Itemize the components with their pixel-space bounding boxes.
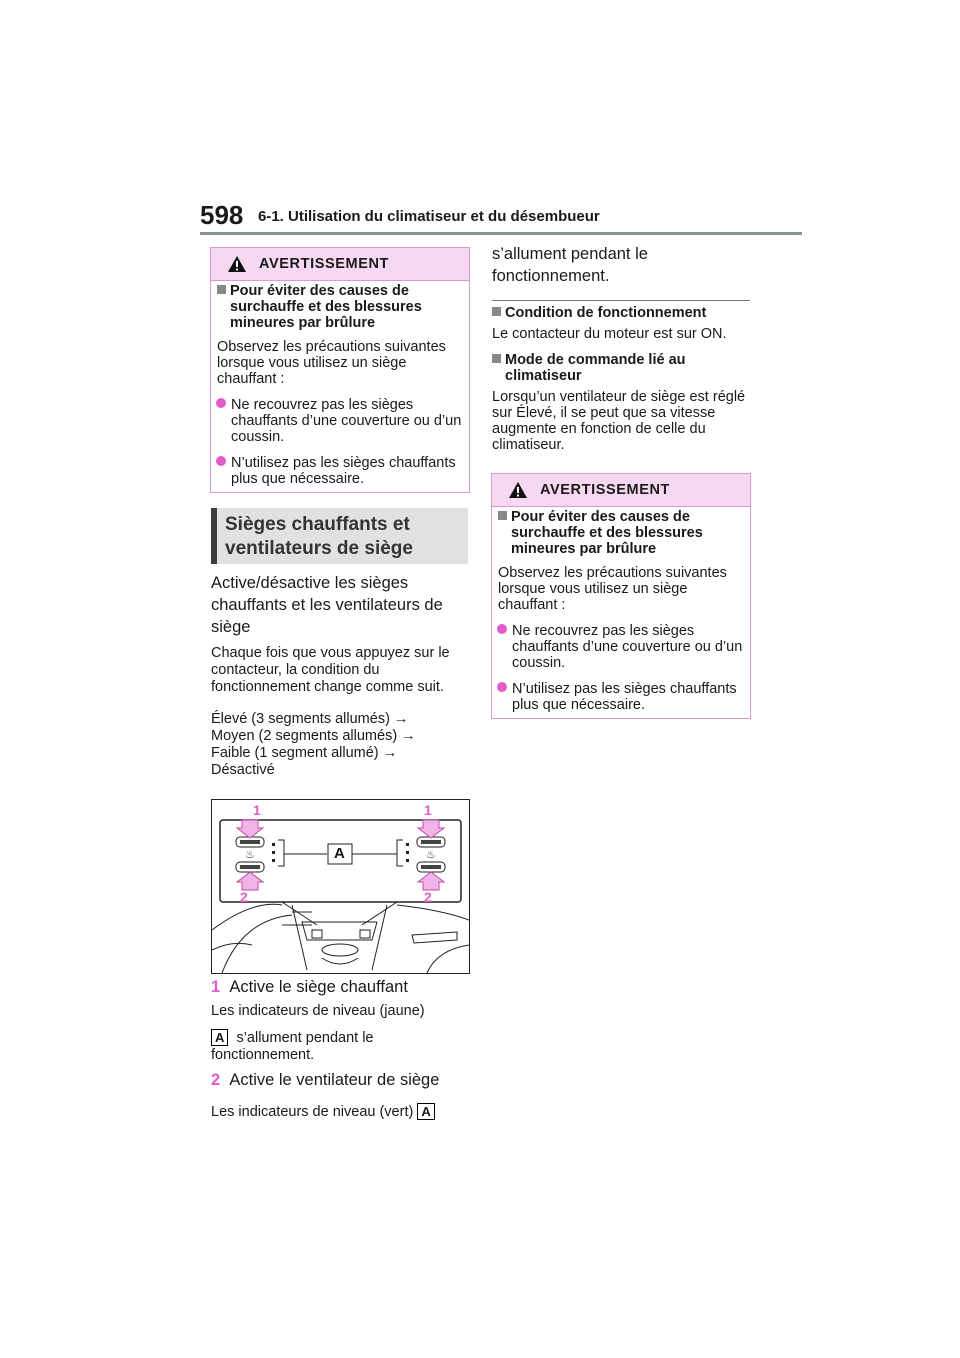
- header-rule: [200, 232, 802, 235]
- section-header: [211, 508, 468, 564]
- warning-box-left: [210, 247, 470, 493]
- condition-heading: Condition de fonctionnement: [492, 305, 750, 321]
- warning-header: [211, 248, 469, 281]
- callout-2-right: 2: [424, 889, 432, 905]
- item-2-desc-before: Les indicateurs de niveau (vert) A: [211, 1103, 481, 1121]
- warning-triangle-icon: [227, 255, 247, 273]
- warning-bullet: Ne recouvrez pas les sièges chauffants d’une couverture ou d’un coussin.: [217, 397, 463, 445]
- item-number: 1: [211, 978, 221, 996]
- warning-intro: Observez les précautions suivantes lorsque vous utilisez un siège chauffant :: [217, 339, 446, 387]
- item-number: 2: [211, 1071, 221, 1089]
- bullet-dot-icon: [497, 682, 507, 692]
- item-1-desc: A s’allument pendant le fonctionnement.: [211, 1030, 374, 1063]
- warning-heading: Pour éviter des causes de surchauffe et des blessures mineures par brûlure: [498, 509, 744, 557]
- mode-heading: Mode de commande lié au climatiseur: [492, 352, 763, 384]
- warning-title: AVERTISSEMENT: [540, 482, 670, 498]
- bullet-dot-icon: [497, 624, 507, 634]
- item-2-heading: [211, 1069, 467, 1091]
- section-title: Sièges chauffants et ventilateurs de siège: [225, 514, 413, 559]
- cycle-step: Faible (1 segment allumé) →: [211, 745, 398, 761]
- warning-triangle-icon: [508, 481, 528, 499]
- cycle-list: [211, 711, 467, 779]
- svg-text:♨: ♨: [245, 848, 255, 861]
- lead-text: Active/désactive les sièges chauffants et les ventilateurs de siège: [211, 574, 443, 636]
- console-drawing: [212, 800, 469, 973]
- square-bullet-icon: [492, 354, 501, 363]
- bullet-dot-icon: [216, 398, 226, 408]
- cycle-step: Désactivé: [211, 762, 275, 778]
- item-2-desc-continued: s’allument pendant le fonctionnement.: [492, 245, 648, 285]
- warning-header: [492, 474, 750, 507]
- bullet-dot-icon: [216, 456, 226, 466]
- page-number: 598: [200, 200, 244, 230]
- a-indicator-box: A: [211, 1029, 228, 1046]
- warning-bullet: N’utilisez pas les sièges chauffants plus que nécessaire.: [498, 681, 744, 713]
- warning-intro: Observez les précautions suivantes lorsque vous utilisez un siège chauffant :: [498, 565, 727, 613]
- warning-box-right: [491, 473, 751, 719]
- item-1-heading: [211, 976, 467, 998]
- condition-text: Le contacteur du moteur est sur ON.: [492, 326, 727, 342]
- running-title: 6-1. Utilisation du climatiseur et du désembueur: [258, 208, 600, 225]
- callout-1-right: 1: [424, 802, 432, 818]
- warning-title: AVERTISSEMENT: [259, 256, 389, 272]
- square-bullet-icon: [217, 285, 226, 294]
- a-indicator-box: A: [417, 1103, 434, 1120]
- dashboard-illustration: [211, 799, 470, 974]
- description-paragraph: Chaque fois que vous appuyez sur le contacteur, la condition du fonctionnement change comme suit.: [211, 645, 450, 695]
- section-bar: [211, 508, 217, 564]
- callout-1-left: 1: [253, 802, 261, 818]
- cycle-step: Élevé (3 segments allumés) →: [211, 711, 409, 727]
- warning-bullet: N’utilisez pas les sièges chauffants plus que nécessaire.: [217, 455, 463, 487]
- item-label: Active le ventilateur de siège: [229, 1071, 440, 1089]
- item-1-desc-before: Les indicateurs de niveau (jaune): [211, 1003, 425, 1019]
- item-label: Active le siège chauffant: [229, 978, 408, 996]
- subsection-rule: [492, 300, 750, 301]
- square-bullet-icon: [498, 511, 507, 520]
- cycle-step: Moyen (2 segments allumés) →: [211, 728, 416, 744]
- warning-bullet: Ne recouvrez pas les sièges chauffants d’une couverture ou d’un coussin.: [498, 623, 744, 671]
- svg-text:♨: ♨: [426, 848, 436, 861]
- callout-2-left: 2: [240, 889, 248, 905]
- figure-label-a: A: [334, 845, 345, 862]
- square-bullet-icon: [492, 307, 501, 316]
- mode-text: Lorsqu’un ventilateur de siège est réglé sur Élevé, il se peut que sa vitesse augmente en fonction de celle du climatiseur.: [492, 389, 746, 453]
- warning-heading: Pour éviter des causes de surchauffe et des blessures mineures par brûlure: [217, 283, 463, 331]
